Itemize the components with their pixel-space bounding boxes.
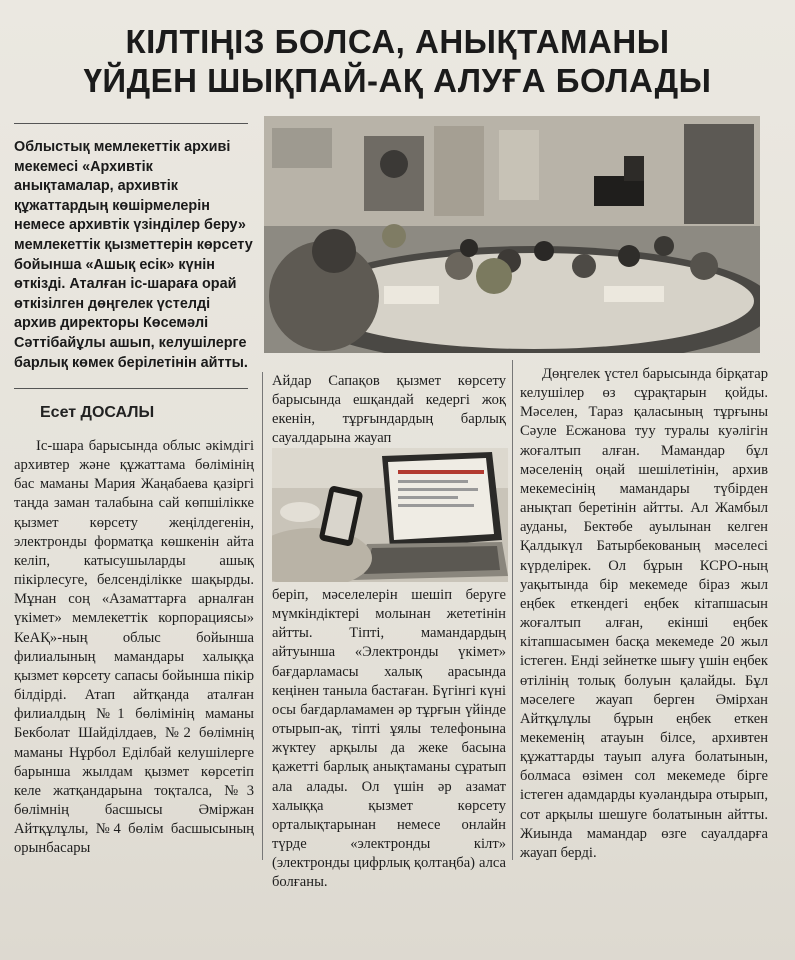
lead-top-rule <box>14 123 248 124</box>
author-byline: Есет ДОСАЛЫ <box>40 404 155 421</box>
laptop-and-phone-photo <box>272 448 508 582</box>
column-divider-1 <box>262 372 263 860</box>
column-2-top-text: Айдар Сапақов қызмет көрсету барысында ешқандай кедергі жоқ екенін, тұрғындардың барлық сауалдарына жауап <box>272 373 506 447</box>
lead-paragraph: Облыстық мемлекеттік архиві мекемесі «Архивтік анықтамалар, архивтік құжаттардың көшірмелерін немесе архивтік үзінділер беру» мемлекеттік қызметтерін көрсету бойынша «Ашық есік» күнін өткізді. Аталған іс-шараға орай өткізілген дөңгелек үстелді архив директоры Көсемәлі Сәттібайұлы ашып, келушілерге барлық көмек берілетінін айтты. <box>14 139 253 371</box>
round-table-meeting-photo <box>264 116 760 353</box>
column-2-bottom-text: беріп, мәселелерін шешіп беруге мүмкіндіктері молынан жететінін айтты. Тіпті, мамандардың айтуынша «Электронды үкімет» бағдарламасы халық арасында кеңінен таныла бастаған. Бүгінгі күні осы бағдарламамен әр тұрғын үйінде отырып-ақ, тіпті ұялы телефонына жүктеу арқылы да жеке басына қажетті барлық анықтаманы сұратып ала алады. Ол үшін әр азамат халыққа қызмет көрсету орталықтарынан немесе онлайн түрде «электронды кілт» (электронды цифрлық қолтаңба) алса болғаны. <box>272 587 506 891</box>
column-1-text: Іс-шара барысында облыс әкімдігі архивтер және құжаттама бөлімінің бас маманы Мария Жаңабаева қазіргі таңда заман талабына сай көпшілікке қызмет көрсету жеңілдегенін, электронды форматқа көшкенін айта келіп, катысушыларды ашық пікірлесуге, белсенділікке шақырды. Мұнан соң «Азаматтарға арналған үкімет» мемлекеттік корпорациясы» КеАҚ»-ның облыс бойынша филиалының мамандары халыққа қызмет көрсету сапасы бойынша пікір білдірді. Атап айтқанда аталған филиалдың №1 бөлімінің маманы Бекболат Шайділдаев, №2 бөлімнің маманы Нұрбол Еділбай келушілерге барынша жылдам қызмет көрсетіп келе жатқандарына тоқталса, №3 бөлімнің басшысы Әміржан Айтқұлұлы, №4 бөлім басшысының орынбасары <box>14 438 254 857</box>
column-divider-2 <box>512 360 513 860</box>
headline-line-2: ҮЙДЕН ШЫҚПАЙ-АҚ АЛУҒА БОЛАДЫ <box>83 62 712 99</box>
column-3-text: Дөңгелек үстел барысында бірқатар келушілер өз сұрақтарын қойды. Мәселен, Тараз қаласының тұрғыны Сәуле Есжанова туу туралы куәлігін жоғалтып алған. Мамандар бұл мәселенің оңай шешілетінін, архив мекемесінің мамандары түбірден анықтап беретінін айтты. Ал Жамбыл ауданы, Бектөбе ауылынан келген Қалдыкүл Батырбекованың мәселесі күрделірек. Ол бұрын КСРО-ның уақытында бір мекемеде біраз жыл еңбек еткендегі еңбек кітапшасын жоғалтып алған, екінші еңбек кітапшасымен басқа мекемеде 20 жыл істеген. Енді зейнетке шығу үшін еңбек өтілінің толық болуын қалайды. Бұл мәселеге жауап берген Әмірхан Айтқұлұлы бұрын еңбек еткен мекеменің атауын білсе, архивтен құжаттарды тауып алуға болатынын, болмаса өзімен сол мекемеде бірге істеген адамдарды куәландыра отырып, сот арқылы шешуге болатынын айтты. Жиында мамандар өзге сауалдарға жауап берді. <box>520 366 768 861</box>
column-1 <box>14 437 254 858</box>
headline <box>0 22 795 100</box>
column-2-bottom <box>272 586 506 893</box>
headline-line-1: КІЛТІҢІЗ БОЛСА, АНЫҚТАМАНЫ <box>125 23 670 60</box>
lead-bottom-rule <box>14 388 248 389</box>
column-3 <box>520 365 768 863</box>
column-2-top <box>272 372 506 449</box>
